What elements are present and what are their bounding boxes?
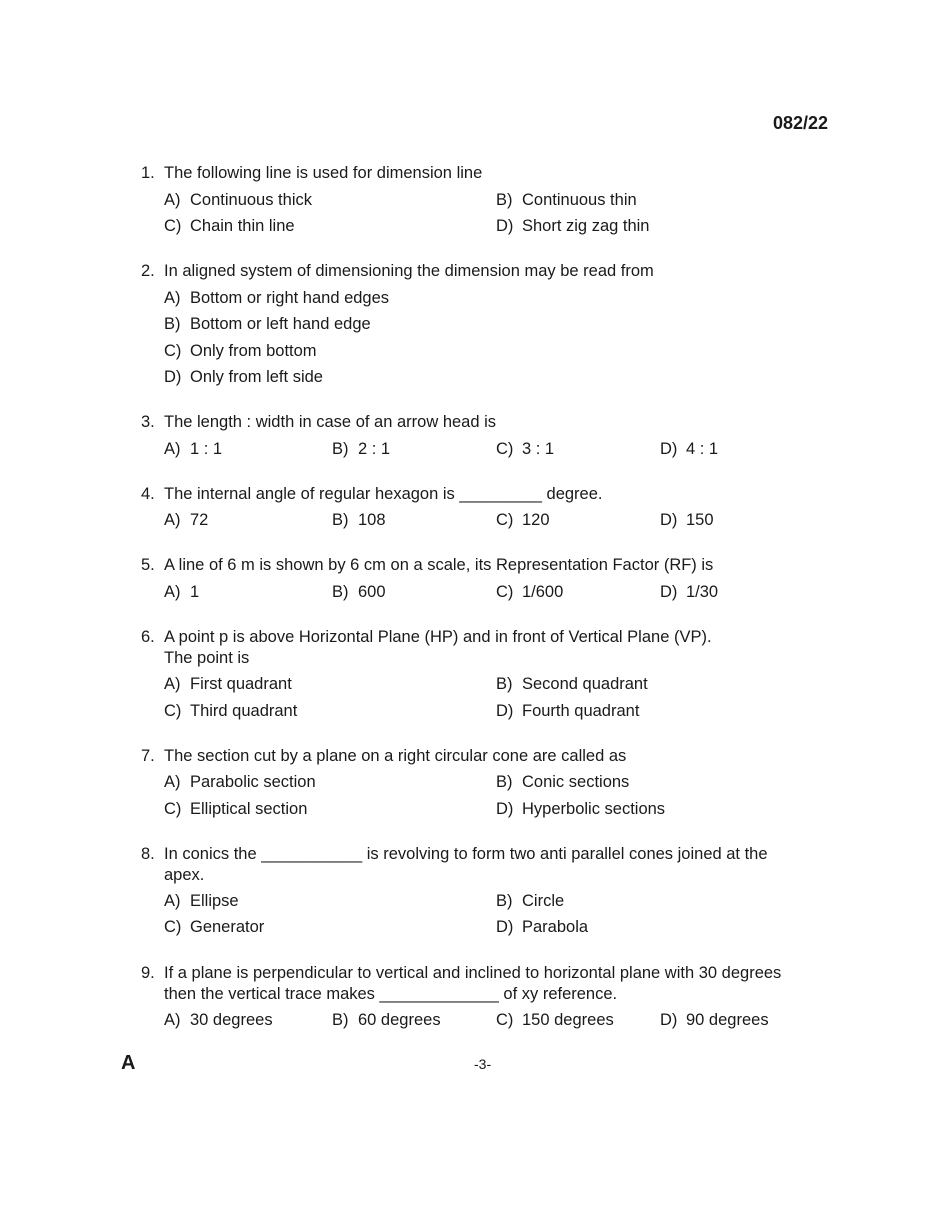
- question-text: The length : width in case of an arrow head is: [164, 413, 497, 431]
- option-b: [496, 674, 648, 695]
- option-b: [496, 190, 637, 211]
- option-text: Bottom or right hand edges: [190, 289, 390, 307]
- option-text: First quadrant: [190, 675, 292, 693]
- option-c: [496, 582, 563, 603]
- option-d: [496, 216, 650, 237]
- option-d: [164, 367, 323, 388]
- option-text: Elliptical section: [190, 800, 308, 818]
- question-text: The section cut by a plane on a right circular cone are called as: [164, 747, 627, 765]
- option-text: Second quadrant: [522, 675, 648, 693]
- option-text: Circle: [522, 892, 565, 910]
- option-label: C): [164, 800, 182, 818]
- option-text: 4 : 1: [686, 440, 719, 458]
- question-number: 8.: [141, 845, 155, 863]
- option-text: 1: [190, 583, 200, 601]
- option-label: D): [660, 511, 678, 529]
- question-number: 4.: [141, 485, 155, 503]
- option-label: C): [164, 918, 182, 936]
- option-d: [496, 701, 639, 722]
- option-text: 30 degrees: [190, 1011, 273, 1029]
- option-label: D): [496, 918, 514, 936]
- question-text: In conics the ___________ is revolving to form two anti parallel cones joined at the apex.: [164, 845, 768, 884]
- option-d: [496, 917, 588, 938]
- option-text: 120: [522, 511, 550, 529]
- option-label: A): [164, 773, 181, 791]
- option-text: Ellipse: [190, 892, 239, 910]
- option-a: [164, 190, 312, 211]
- option-text: 1/30: [686, 583, 719, 601]
- option-label: D): [164, 368, 182, 386]
- option-label: A): [164, 892, 181, 910]
- option-a: [164, 288, 389, 309]
- option-label: C): [164, 342, 182, 360]
- option-text: Fourth quadrant: [522, 702, 640, 720]
- option-a: [164, 510, 208, 531]
- option-label: B): [496, 892, 513, 910]
- option-text: Parabolic section: [190, 773, 316, 791]
- option-a: [164, 772, 316, 793]
- option-a: [164, 891, 239, 912]
- option-text: Continuous thin: [522, 191, 637, 209]
- option-label: B): [332, 511, 349, 529]
- question-number: 1.: [141, 164, 155, 182]
- option-text: Bottom or left hand edge: [190, 315, 371, 333]
- option-a: [164, 582, 199, 603]
- question-text: A line of 6 m is shown by 6 cm on a scale, its Representation Factor (RF) is: [164, 556, 714, 574]
- option-label: C): [496, 583, 514, 601]
- option-b: [496, 772, 629, 793]
- option-d: [660, 439, 718, 460]
- option-c: [164, 216, 295, 237]
- option-text: 150 degrees: [522, 1011, 614, 1029]
- option-text: Continuous thick: [190, 191, 312, 209]
- option-d: [660, 582, 718, 603]
- question-text: A point p is above Horizontal Plane (HP) and in front of Vertical Plane (VP). The point is: [164, 628, 712, 667]
- question-paper-code: 082/22: [772, 113, 828, 133]
- option-text: 3 : 1: [522, 440, 555, 458]
- option-label: C): [496, 440, 514, 458]
- option-label: A): [164, 191, 181, 209]
- option-label: D): [660, 1011, 678, 1029]
- option-label: A): [164, 511, 181, 529]
- option-label: B): [164, 315, 181, 333]
- question-number: 3.: [141, 413, 155, 431]
- option-label: D): [496, 800, 514, 818]
- option-text: Chain thin line: [190, 217, 295, 235]
- option-c: [164, 917, 264, 938]
- option-text: 1 : 1: [190, 440, 223, 458]
- option-label: C): [496, 1011, 514, 1029]
- option-b: [332, 439, 390, 460]
- option-label: B): [496, 191, 513, 209]
- option-text: 600: [358, 583, 386, 601]
- option-label: C): [164, 217, 182, 235]
- option-label: A): [164, 440, 181, 458]
- option-d: [660, 1010, 769, 1031]
- option-label: D): [660, 440, 678, 458]
- option-c: [164, 341, 317, 362]
- option-a: [164, 674, 292, 695]
- option-text: 2 : 1: [358, 440, 391, 458]
- question-number: 9.: [141, 964, 155, 982]
- question-text: In aligned system of dimensioning the dimension may be read from: [164, 262, 654, 280]
- question-set-letter: A: [121, 1052, 136, 1074]
- option-a: [164, 1010, 273, 1031]
- question-number: 7.: [141, 747, 155, 765]
- option-b: [332, 510, 386, 531]
- option-b: [332, 1010, 441, 1031]
- option-d: [496, 799, 665, 820]
- option-text: Parabola: [522, 918, 589, 936]
- option-text: 1/600: [522, 583, 564, 601]
- option-c: [164, 701, 297, 722]
- option-text: 60 degrees: [358, 1011, 441, 1029]
- page-number: -3-: [474, 1056, 492, 1072]
- option-c: [496, 439, 554, 460]
- option-text: 108: [358, 511, 386, 529]
- option-a: [164, 439, 222, 460]
- option-text: Generator: [190, 918, 265, 936]
- option-label: A): [164, 583, 181, 601]
- option-text: Only from bottom: [190, 342, 317, 360]
- option-c: [164, 799, 307, 820]
- option-text: 150: [686, 511, 714, 529]
- option-text: 72: [190, 511, 209, 529]
- option-b: [164, 314, 371, 335]
- option-label: C): [496, 511, 514, 529]
- option-label: B): [332, 583, 349, 601]
- option-label: C): [164, 702, 182, 720]
- option-text: Conic sections: [522, 773, 630, 791]
- option-text: Hyperbolic sections: [522, 800, 666, 818]
- option-text: 90 degrees: [686, 1011, 769, 1029]
- option-d: [660, 510, 714, 531]
- option-label: A): [164, 1011, 181, 1029]
- question-number: 6.: [141, 628, 155, 646]
- option-text: Only from left side: [190, 368, 323, 386]
- option-label: A): [164, 289, 181, 307]
- option-label: B): [332, 440, 349, 458]
- option-label: D): [496, 217, 514, 235]
- question-text: The internal angle of regular hexagon is _________ degree.: [164, 485, 603, 503]
- option-label: B): [332, 1011, 349, 1029]
- option-label: D): [660, 583, 678, 601]
- option-c: [496, 1010, 614, 1031]
- question-text: If a plane is perpendicular to vertical and inclined to horizontal plane with 30 degrees then the vertical trace makes _____________ of xy reference.: [164, 964, 782, 1003]
- option-label: A): [164, 675, 181, 693]
- option-label: D): [496, 702, 514, 720]
- option-text: Short zig zag thin: [522, 217, 650, 235]
- option-text: Third quadrant: [190, 702, 298, 720]
- option-label: B): [496, 773, 513, 791]
- option-b: [496, 891, 564, 912]
- question-text: The following line is used for dimension line: [164, 164, 483, 182]
- option-label: B): [496, 675, 513, 693]
- option-b: [332, 582, 386, 603]
- question-number: 5.: [141, 556, 155, 574]
- question-number: 2.: [141, 262, 155, 280]
- option-c: [496, 510, 550, 531]
